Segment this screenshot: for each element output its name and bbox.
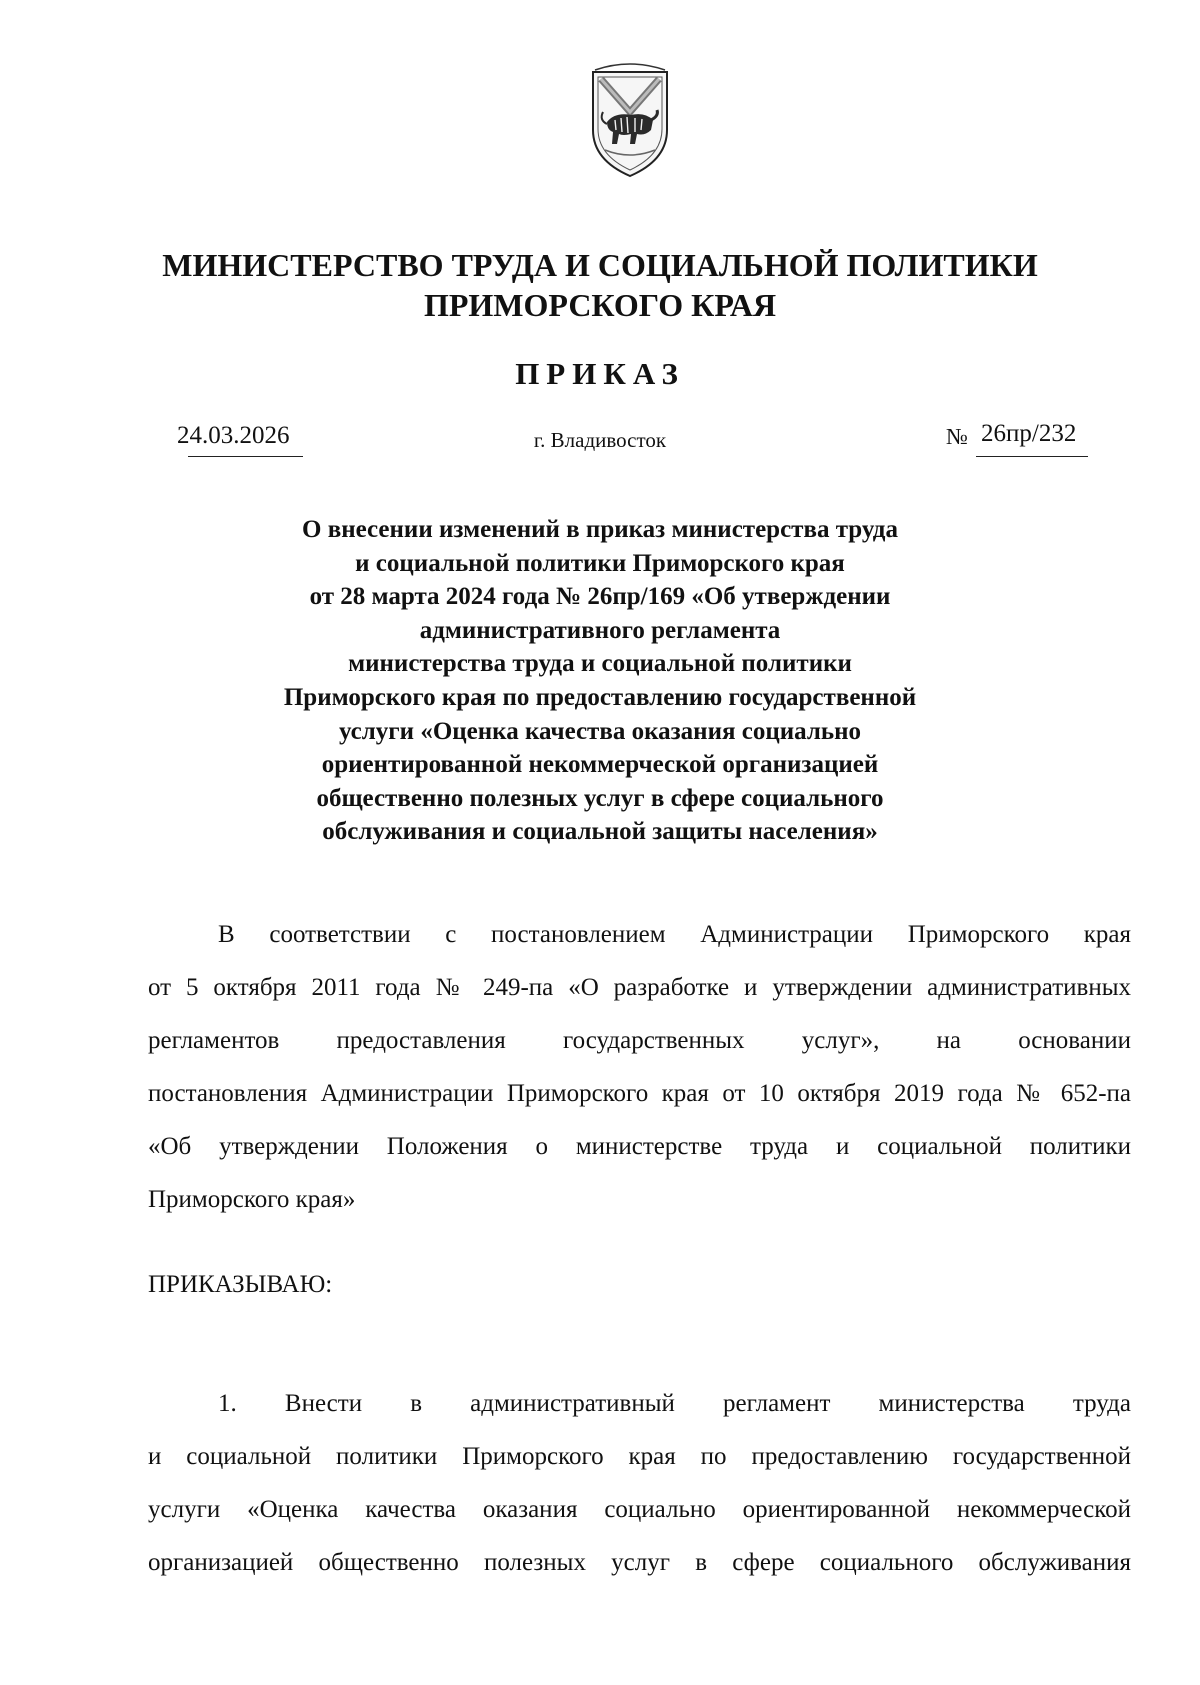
number-underline — [976, 456, 1088, 457]
item-1-line: и социальной политики Приморского края по предоставлению государственной — [148, 1443, 1131, 1470]
preamble-line: «Об утверждении Положения о министерстве труда и социальной политики — [148, 1133, 1131, 1160]
title-line: административного регламента — [419, 616, 781, 644]
date-underline — [188, 456, 303, 457]
ministry-name-line: МИНИСТЕРСТВО ТРУДА И СОЦИАЛЬНОЙ ПОЛИТИКИ — [162, 247, 1038, 283]
preamble-line: Приморского края» — [148, 1186, 356, 1213]
preamble-line: регламентов предоставления государственных услуг», на основании — [148, 1027, 1131, 1054]
preamble-line: постановления Администрации Приморского края от 10 октября 2019 года № 652-па — [148, 1080, 1131, 1107]
number-sign: № — [946, 424, 968, 449]
item-1-line: 1. Внести в административный регламент министерства труда — [218, 1390, 1131, 1417]
item-1-line: организацией общественно полезных услуг в сфере социального обслуживания — [148, 1549, 1131, 1576]
title-line: ориентированной некоммерческой организацией — [321, 751, 879, 779]
document-date: 24.03.2026 — [177, 422, 290, 449]
title-line: общественно полезных услуг в сфере социального — [316, 784, 884, 812]
title-line: Приморского края по предоставлению государственной — [283, 683, 917, 711]
preamble-line: от 5 октября 2011 года № 249-па «О разработке и утверждении административных — [148, 974, 1131, 1001]
title-line: от 28 марта 2024 года № 26пр/169 «Об утверждении — [309, 583, 891, 611]
document-number: 26пр/232 — [981, 420, 1077, 447]
ministry-name — [0, 245, 1200, 325]
preamble-line: В соответствии с постановлением Администрации Приморского края — [218, 921, 1131, 948]
primorsky-coat-of-arms-icon — [585, 60, 675, 180]
document-city: г. Владивосток — [533, 428, 667, 452]
title-line: услуги «Оценка качества оказания социально — [338, 717, 862, 745]
title-line: министерства труда и социальной политики — [348, 650, 852, 678]
orders-heading: ПРИКАЗЫВАЮ: — [148, 1271, 333, 1298]
document-title — [0, 513, 1200, 849]
ministry-name-line: ПРИМОРСКОГО КРАЯ — [423, 287, 777, 323]
title-line: О внесении изменений в приказ министерства труда — [302, 516, 898, 543]
preamble-paragraph — [148, 908, 1131, 1226]
item-1-line: услуги «Оценка качества оказания социально ориентированной некоммерческой — [148, 1496, 1131, 1523]
title-line: обслуживания и социальной защиты населения» — [322, 818, 878, 846]
title-line: и социальной политики Приморского края — [355, 549, 845, 577]
document-type: ПРИКАЗ — [515, 356, 685, 391]
item-1-paragraph — [148, 1377, 1131, 1589]
